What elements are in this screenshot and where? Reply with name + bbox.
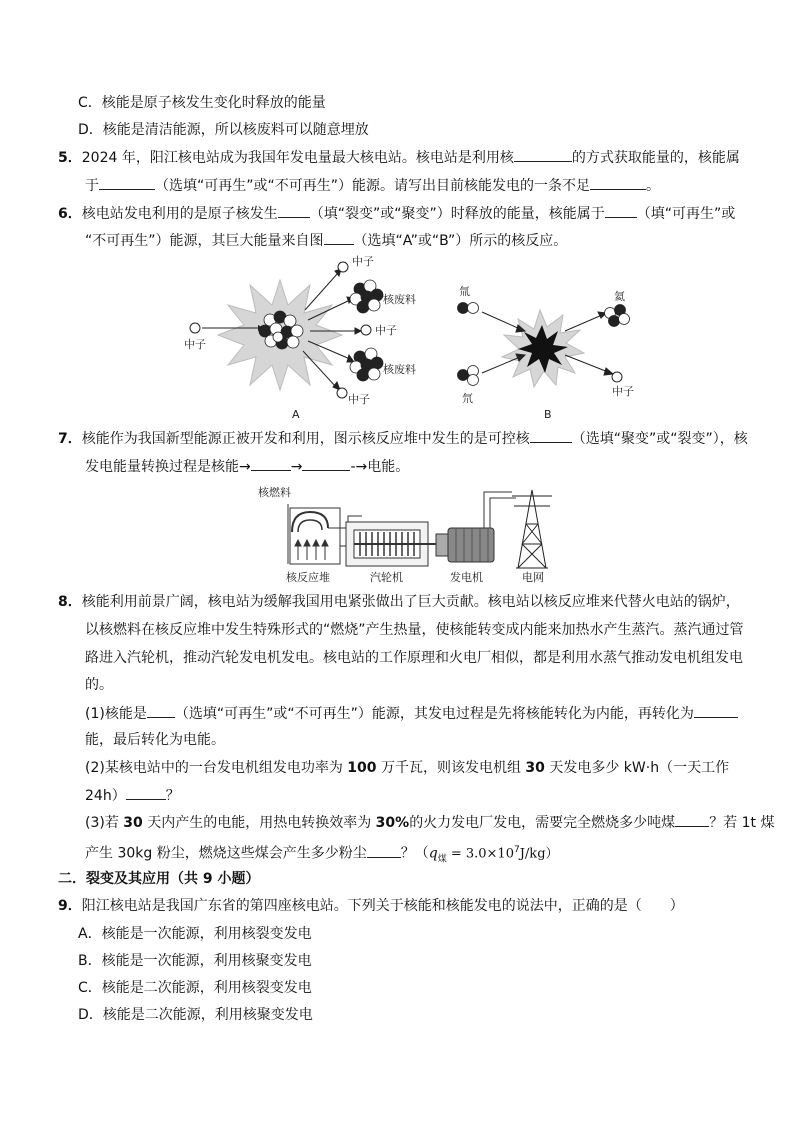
answer-blank[interactable] xyxy=(530,428,572,443)
days-value: 30 xyxy=(525,760,545,776)
answer-blank[interactable] xyxy=(367,843,401,858)
question-text: 产生 30kg 粉尘，燃烧这些煤会产生多少粉尘 xyxy=(85,845,367,862)
question-7-line2 xyxy=(85,456,409,477)
question-text: 核电站发电利用的是原子核发生 xyxy=(81,206,278,222)
helium-label: 氦 xyxy=(614,290,625,303)
answer-blank[interactable] xyxy=(324,230,354,245)
question-text: （选填“聚变”或“裂变”），核 xyxy=(571,431,748,447)
reactor-diagram xyxy=(288,504,340,564)
question-5-line2 xyxy=(85,175,660,196)
figure-a-caption: A xyxy=(292,408,300,421)
question-text: 天内产生的电能，用热电转换效率为 xyxy=(142,815,376,831)
question-7-line1 xyxy=(58,428,748,449)
answer-blank[interactable] xyxy=(99,175,155,190)
question-text: 的火力发电厂发电，需要完全燃烧多少吨煤 xyxy=(409,815,676,831)
question-text: 阳江核电站是我国广东省的第四座核电站。下列关于核能和核能发电的说法中，正确的是（ ） xyxy=(81,898,684,914)
question-text: (3)若 xyxy=(85,815,124,831)
option-b[interactable]: B．核能是一次能源，利用核聚变发电 xyxy=(78,953,312,969)
question-text: 的方式获取能量的，核能属 xyxy=(571,150,740,166)
nuclear-waste-label: 核废料 xyxy=(383,293,416,306)
question-6-line2 xyxy=(85,230,567,251)
question-text: （选填“可再生”或“不可再生”）能源。请写出目前核能发电的一条不足 xyxy=(155,178,591,194)
option-c[interactable]: C．核能是二次能源，利用核裂变发电 xyxy=(78,980,312,996)
question-text: 万千瓦，则该发电机组 xyxy=(376,760,526,776)
question-number: 6． xyxy=(58,206,82,222)
question-text: 发电能量转换过程是核能→ xyxy=(85,459,251,475)
neutron-label: 中子 xyxy=(348,393,370,406)
question-text: ？若 1t 煤 xyxy=(709,815,775,831)
formula-symbol: q xyxy=(428,845,438,862)
answer-blank[interactable] xyxy=(251,456,291,471)
figure-b-caption: B xyxy=(544,408,552,421)
efficiency-value: 30% xyxy=(375,815,410,831)
question-text: （填“可再生”或 xyxy=(636,206,736,222)
question-text: 。 xyxy=(646,178,661,194)
answer-blank[interactable] xyxy=(302,456,350,471)
power-value: 100 xyxy=(347,760,377,776)
generator-diagram xyxy=(436,492,516,562)
question-text: ？（ xyxy=(400,845,429,862)
question-text: (1)核能是 xyxy=(85,706,147,722)
answer-blank[interactable] xyxy=(126,785,166,800)
reactor-label: 核反应堆 xyxy=(286,571,330,584)
question-number: 8． xyxy=(58,594,82,610)
answer-blank[interactable] xyxy=(147,703,175,718)
question-text: -→电能。 xyxy=(350,459,410,475)
fusion-diagram xyxy=(458,284,635,421)
neutron-label: 中子 xyxy=(184,338,206,351)
section-heading: 二．裂变及其应用（共 9 小题） xyxy=(58,871,260,887)
question-6-line1 xyxy=(58,203,735,224)
answer-blank[interactable] xyxy=(694,703,738,718)
days-value: 30 xyxy=(123,815,143,831)
question-text: （选填“可再生”或“不可再生”）能源，其发电过程是先将核能转化为内能，再转化为 xyxy=(174,706,694,722)
answer-blank[interactable] xyxy=(590,175,646,190)
answer-blank[interactable] xyxy=(675,812,709,827)
subquestion-3 xyxy=(85,812,774,833)
subquestion-3-cont xyxy=(85,840,559,869)
fuel-label: 核燃料 xyxy=(258,486,291,499)
question-8-line3: 路进入汽轮机，推动汽轮发电机发电。核电站的工作原理和火电厂相似，都是利用水蒸气推动发电机组发电 xyxy=(85,650,743,666)
neutron-label: 中子 xyxy=(375,324,397,337)
tritium-label: 氘 xyxy=(462,392,473,405)
question-text: (2)某核电站中的一台发电机组发电功率为 xyxy=(85,760,348,776)
subquestion-2-cont xyxy=(85,785,180,806)
question-text: 核能利用前景广阔，核电站为缓解我国用电紧张做出了巨大贡献。核电站以核反应堆来代替火电站的锅炉， xyxy=(81,594,740,610)
question-number: 7． xyxy=(58,431,82,447)
formula-unit: J/kg） xyxy=(519,846,559,862)
answer-blank[interactable] xyxy=(605,203,637,218)
question-8-line2: 以核燃料在核反应堆中发生特殊形式的“燃烧”产生热量，使核能转变成内能来加热水产生蒸汽。蒸汽通过管 xyxy=(85,622,744,638)
answer-blank[interactable] xyxy=(278,203,310,218)
fission-diagram xyxy=(184,255,416,421)
subquestion-1-cont: 能，最后转化为电能。 xyxy=(85,732,225,748)
question-text: 核能作为我国新型能源正被开发和利用，图示核反应堆中发生的是可控核 xyxy=(81,431,530,447)
neutron-label: 中子 xyxy=(612,385,634,398)
option-d[interactable]: D．核能是二次能源，利用核聚变发电 xyxy=(78,1007,313,1023)
question-text: 于 xyxy=(85,178,99,194)
turbine-label: 汽轮机 xyxy=(370,571,403,584)
question-text: 天发电多少 kW·h（一天工作 xyxy=(544,760,730,776)
question-5-line1 xyxy=(58,147,740,168)
option-d: D．核能是清洁能源，所以核废料可以随意埋放 xyxy=(78,122,369,138)
answer-blank[interactable] xyxy=(514,147,572,162)
question-8-line1 xyxy=(58,592,740,612)
option-a[interactable]: A．核能是一次能源，利用核裂变发电 xyxy=(78,926,312,942)
subquestion-2 xyxy=(85,758,729,778)
formula-subscript: 煤 xyxy=(437,854,447,865)
neutron-label: 中子 xyxy=(352,255,374,268)
question-number: 9． xyxy=(58,898,82,914)
formula-exponent: 7 xyxy=(513,845,520,855)
nuclear-reaction-figure xyxy=(170,255,650,425)
grid-tower-icon xyxy=(512,490,552,568)
deuterium-label: 氚 xyxy=(459,285,470,298)
question-number: 5． xyxy=(58,150,82,166)
question-text: 2024 年，阳江核电站成为我国年发电量最大核电站。核电站是利用核 xyxy=(81,150,514,166)
formula-value: = 3.0×10 xyxy=(446,846,514,862)
question-text: → xyxy=(290,459,303,475)
question-text: ？ xyxy=(165,788,180,804)
power-plant-figure xyxy=(250,484,570,586)
option-c: C．核能是原子核发生变化时释放的能量 xyxy=(78,95,326,111)
subquestion-1 xyxy=(85,703,738,724)
grid-label: 电网 xyxy=(522,571,544,584)
question-text: （选填“A”或“B”）所示的核反应。 xyxy=(353,233,568,249)
nuclear-waste-label: 核废料 xyxy=(383,363,416,376)
generator-label: 发电机 xyxy=(450,571,483,584)
question-9-stem xyxy=(58,896,684,916)
question-text: （填“裂变”或“聚变”）时释放的能量，核能属于 xyxy=(309,206,605,222)
question-text: “不可再生”）能源，其巨大能量来自图 xyxy=(85,233,324,249)
question-text: 24h） xyxy=(85,788,126,804)
turbine-diagram xyxy=(346,522,436,566)
question-8-line4: 的。 xyxy=(85,677,113,693)
